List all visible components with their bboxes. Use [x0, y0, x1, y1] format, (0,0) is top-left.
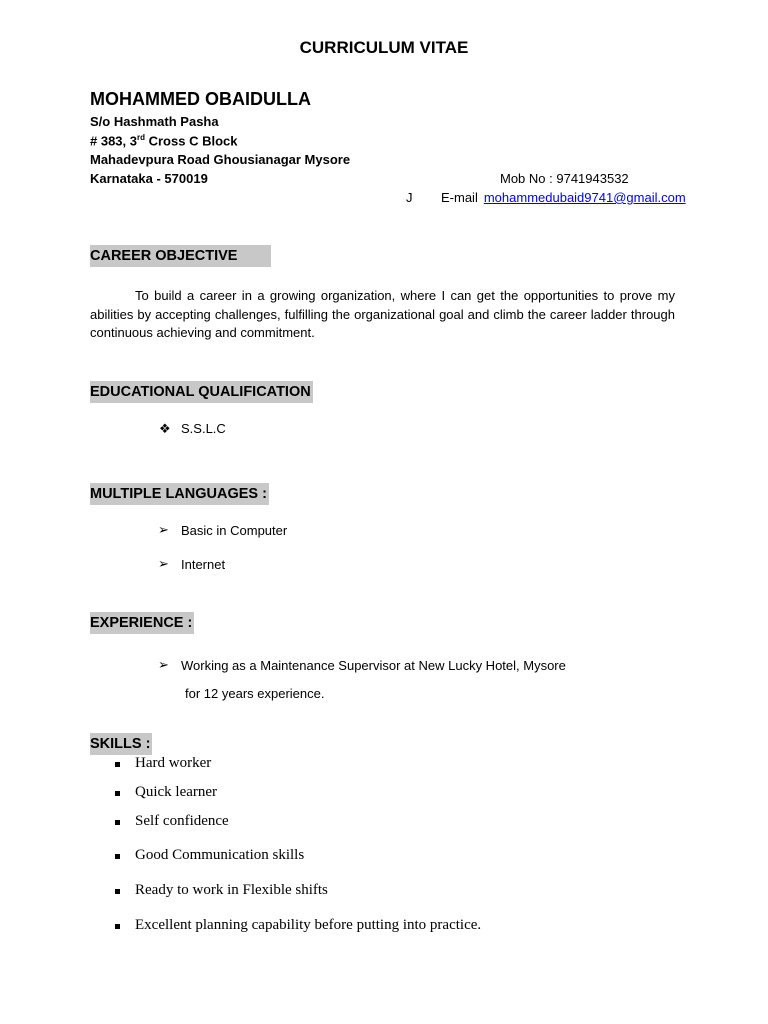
skill-item: Self confidence [135, 813, 229, 829]
address-line-2-suffix: Cross C Block [145, 133, 238, 149]
skill-item: Good Communication skills [135, 847, 305, 863]
address-line-2-prefix: # 383, 3 [90, 133, 137, 149]
address-line-1: S/o Hashmath Pasha [90, 114, 219, 129]
document-title: CURRICULUM VITAE [299, 38, 469, 57]
square-bullet-icon [115, 762, 120, 767]
career-objective-heading: CAREER OBJECTIVE [90, 245, 271, 267]
arrow-bullet-icon: ➢ [158, 522, 169, 537]
language-item: Internet [181, 557, 226, 572]
language-item: Basic in Computer [181, 523, 288, 538]
skill-item: Excellent planning capability before putting into practice. [135, 917, 482, 933]
square-bullet-icon [115, 889, 120, 894]
square-bullet-icon [115, 820, 120, 825]
education-item: S.S.L.C [181, 421, 226, 436]
square-bullet-icon [115, 924, 120, 929]
email-label: E-mail [441, 190, 478, 205]
experience-line-1: Working as a Maintenance Supervisor at New Lucky Hotel, Mysore [181, 658, 566, 673]
career-objective-text [90, 287, 675, 343]
arrow-bullet-icon: ➢ [158, 556, 169, 571]
diamond-bullet-icon: ❖ [159, 421, 171, 436]
email-row [406, 190, 686, 205]
address-line-2 [90, 133, 237, 148]
education-heading: EDUCATIONAL QUALIFICATION [90, 381, 313, 403]
square-bullet-icon [115, 791, 120, 796]
languages-heading: MULTIPLE LANGUAGES : [90, 483, 269, 505]
skill-item: Hard worker [135, 755, 212, 771]
career-objective-body: To build a career in a growing organization, where I can get the opportunities to prove my abilities by accepting challenges, fulfilling the organizational goal and climb the career ladder through continuous achieving and commitment. [90, 288, 675, 340]
contact-marker: J [406, 190, 413, 205]
skill-item: Ready to work in Flexible shifts [135, 882, 328, 898]
experience-heading: EXPERIENCE : [90, 612, 194, 634]
skills-heading: SKILLS : [90, 733, 152, 755]
experience-line-2: for 12 years experience. [185, 686, 325, 701]
address-line-3: Mahadevpura Road Ghousianagar Mysore [90, 152, 351, 167]
square-bullet-icon [115, 854, 120, 859]
candidate-name: MOHAMMED OBAIDULLA [90, 89, 311, 109]
email-link[interactable]: mohammedubaid9741@gmail.com [483, 190, 686, 205]
address-line-2-sup: rd [137, 133, 145, 142]
address-line-4: Karnataka - 570019 [90, 171, 208, 186]
mobile-number: Mob No : 9741943532 [500, 171, 629, 186]
skill-item: Quick learner [135, 784, 218, 800]
arrow-bullet-icon: ➢ [158, 657, 169, 672]
